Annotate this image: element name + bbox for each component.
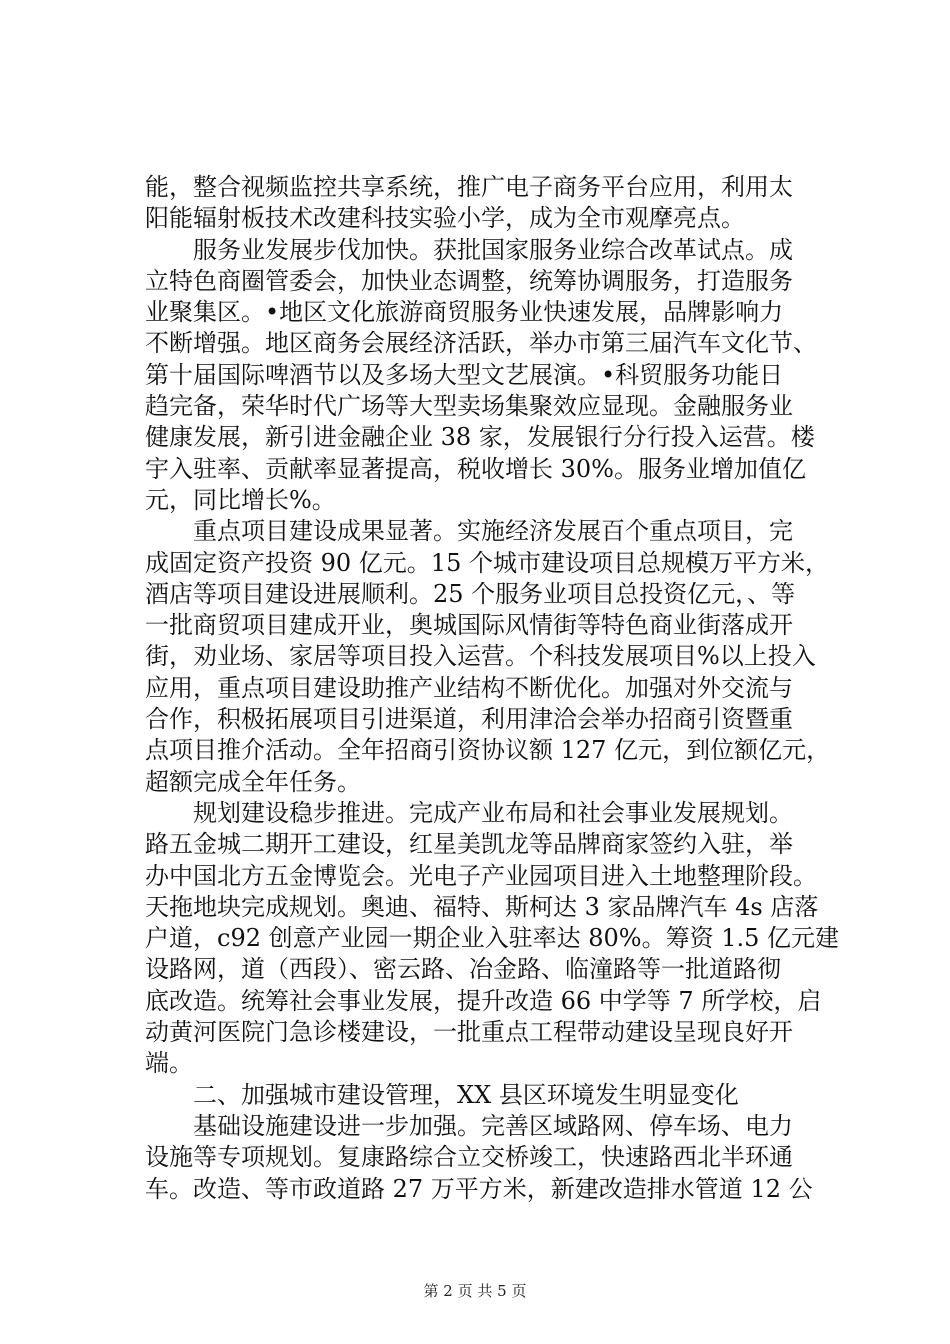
text-line: 点项目推介活动。全年招商引资协议额 127 亿元，到位额亿元， [145, 736, 831, 765]
document-body [145, 172, 840, 1205]
text-line: 立特色商圈管委会，加快业态调整，统筹协调服务，打造服务 [145, 266, 793, 295]
text-line: 设施等专项规划。复康路综合立交桥竣工，快速路西北半环通 [145, 1143, 793, 1172]
paragraph-start-line: 服务业发展步伐加快。获批国家服务业综合改革试点。成 [193, 235, 793, 264]
text-line: 元，同比增长%。 [145, 485, 336, 514]
section-heading: 二、加强城市建设管理，XX 县区环境发生明显变化 [193, 1080, 739, 1109]
text-line: 办中国北方五金博览会。光电子产业园项目进入土地整理阶段。 [145, 861, 817, 890]
text-line: 路五金城二期开工建设，红星美凯龙等品牌商家签约入驻，举 [145, 830, 793, 859]
text-line: 户道，c92 创意产业园一期企业入驻率达 80%。筹资 1.5 亿元建 [145, 924, 840, 953]
paragraph-start-line: 规划建设稳步推进。完成产业布局和社会事业发展规划。 [193, 798, 793, 827]
paragraph-start-line: 重点项目建设成果显著。实施经济发展百个重点项目，完 [193, 517, 793, 546]
text-line: 酒店等项目建设进展顺利。25 个服务业项目总投资亿元，、等 [145, 579, 796, 608]
text-line: 阳能辐射板技术改建科技实验小学，成为全市观摩亮点。 [145, 204, 745, 233]
text-line: 宇入驻率、贡献率显著提高，税收增长 30%。服务业增加值亿 [145, 454, 806, 483]
text-line: 动黄河医院门急诊楼建设，一批重点工程带动建设呈现良好开 [145, 1018, 793, 1047]
text-line: 趋完备，荣华时代广场等大型卖场集聚效应显现。金融服务业 [145, 392, 793, 421]
text-line: 业聚集区。•地区文化旅游商贸服务业快速发展，品牌影响力 [145, 298, 784, 327]
text-line: 天拖地块完成规划。奥迪、福特、斯柯达 3 家品牌汽车 4s 店落 [145, 892, 819, 921]
text-line: 应用，重点项目建设助推产业结构不断优化。加强对外交流与 [145, 673, 793, 702]
text-line: 一批商贸项目建成开业，奥城国际风情街等特色商业街落成开 [145, 611, 793, 640]
text-line: 不断增强。地区商务会展经济活跃，举办市第三届汽车文化节、 [145, 329, 817, 358]
text-line: 成固定资产投资 90 亿元。15 个城市建设项目总规模万平方米， [145, 548, 829, 577]
text-line: 街，劝业场、家居等项目投入运营。个科技发展项目%以上投入 [145, 642, 816, 671]
text-line: 健康发展，新引进金融企业 38 家，发展银行分行投入运营。楼 [145, 423, 815, 452]
text-line: 能，整合视频监控共享系统，推广电子商务平台应用，利用太 [145, 173, 793, 201]
paragraph-start-line: 基础设施建设进一步加强。完善区域路网、停车场、电力 [193, 1111, 793, 1140]
text-line: 端。 [145, 1049, 193, 1078]
text-line: 底改造。统筹社会事业发展，提升改造 66 中学等 7 所学校，启 [145, 986, 822, 1015]
text-line: 合作，积极拓展项目引进渠道，利用津洽会举办招商引资暨重 [145, 705, 793, 734]
page-number-footer: 第 2 页 共 5 页 [423, 1282, 527, 1300]
text-line: 第十届国际啤酒节以及多场大型文艺展演。•科贸服务功能日 [145, 360, 784, 389]
text-line: 超额完成全年任务。 [145, 767, 361, 796]
text-line: 设路网，道（西段）、密云路、冶金路、临潼路等一批道路彻 [145, 955, 781, 984]
text-line: 车。改造、等市政道路 27 万平方米，新建改造排水管道 12 公 [145, 1174, 813, 1203]
